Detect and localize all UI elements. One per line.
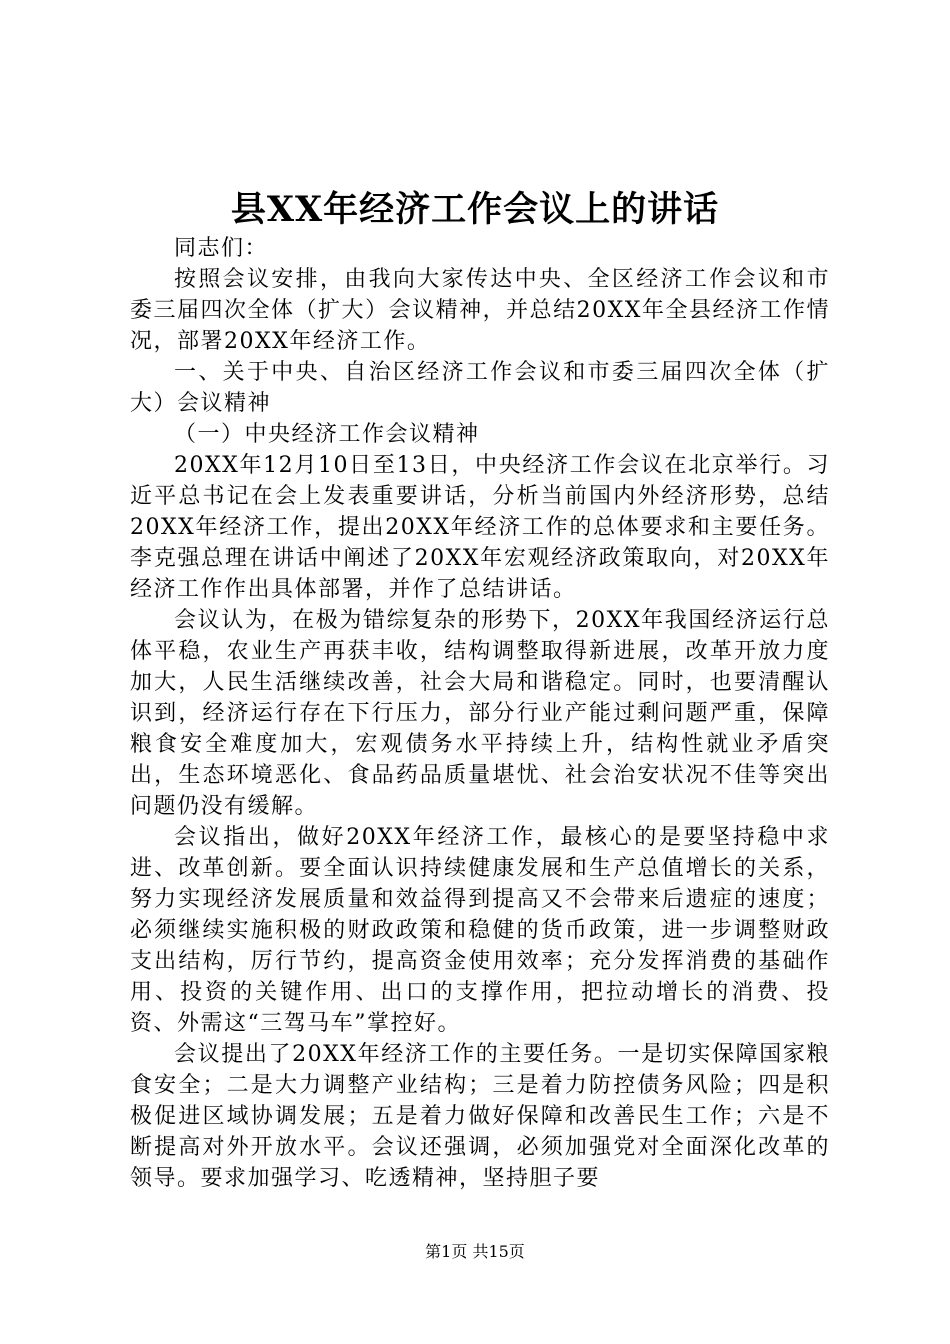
salutation-paragraph: 同志们： xyxy=(174,236,269,261)
page-number-footer: 第1页 共15页 xyxy=(425,1242,525,1261)
subsection-heading: （一）中央经济工作会议精神 xyxy=(174,422,480,447)
document-title: 县XX年经济工作会议上的讲话 xyxy=(230,189,720,230)
body-paragraph: 会议提出了20XX年经济工作的主要任务。一是切实保障国家粮食安全；二是大力调整产业结构；三是着力防控债务风险；四是积极促进区域协调发展；五是着力做好保障和改善民生工作；六是不断提高对外开放水平。会议还强调，必须加强党对全面深化改革的领导。要求加强学习、吃透精神，坚持胆子要 xyxy=(130,1042,830,1191)
body-paragraph: 会议指出，做好20XX年经济工作，最核心的是要坚持稳中求进、改革创新。要全面认识持续健康发展和生产总值增长的关系，努力实现经济发展质量和效益得到提高又不会带来后遗症的速度；必须继续实施积极的财政政策和稳健的货币政策，进一步调整财政支出结构，厉行节约，提高资金使用效率；充分发挥消费的基础作用、投资的关键作用、出口的支撑作用，把拉动增长的消费、投资、外需这“三驾马车”掌控好。 xyxy=(130,825,830,1036)
body-paragraph: 按照会议安排，由我向大家传达中央、全区经济工作会议和市委三届四次全体（扩大）会议精神，并总结20XX年全县经济工作情况，部署20XX年经济工作。 xyxy=(130,267,830,354)
section-heading: 一、关于中央、自治区经济工作会议和市委三届四次全体（扩大）会议精神 xyxy=(130,360,830,416)
body-paragraph: 20XX年12月10日至13日，中央经济工作会议在北京举行。习近平总书记在会上发表重要讲话，分析当前国内外经济形势，总结20XX年经济工作，提出20XX年经济工作的总体要求和主要任务。李克强总理在讲话中阐述了20XX年宏观经济政策取向，对20XX年经济工作作出具体部署，并作了总结讲话。 xyxy=(130,453,830,602)
body-paragraph: 会议认为，在极为错综复杂的形势下，20XX年我国经济运行总体平稳，农业生产再获丰收，结构调整取得新进展，改革开放力度加大，人民生活继续改善，社会大局和谐稳定。同时，也要清醒认识到，经济运行存在下行压力，部分行业产能过剩问题严重，保障粮食安全难度加大，宏观债务水平持续上升，结构性就业矛盾突出，生态环境恶化、食品药品质量堪忧、社会治安状况不佳等突出问题仍没有缓解。 xyxy=(130,608,830,819)
document-body xyxy=(130,233,830,1194)
